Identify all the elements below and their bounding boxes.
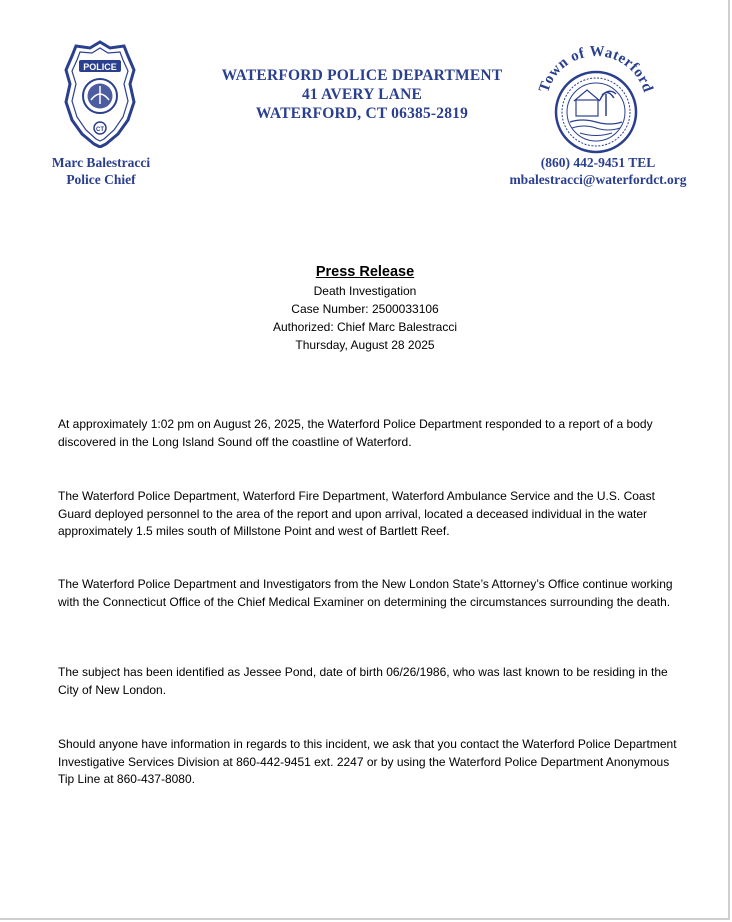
badge-label: POLICE (83, 62, 117, 72)
department-header (190, 66, 534, 123)
chief-block (30, 154, 172, 188)
paragraph-investigation: The Waterford Police Department and Investigators from the New London State’s Attorney’s Office continue working with the Connecticut Office of the Chief Medical Examiner on determining the circumstances surrounding the death. (58, 577, 673, 609)
department-city: WATERFORD, CT 06385-2819 (255, 105, 469, 122)
paragraph-response: The Waterford Police Department, Waterford Fire Department, Waterford Ambulance Service and the U.S. Coast Guard deployed personnel to the area of the report and upon arrival, located a deceased individual in the water approximately 1.5 miles south of Millstone Point and west of Bartlett Reef. (58, 489, 655, 538)
department-street: 41 AVERY LANE (301, 86, 423, 103)
badge-state: CT (96, 127, 104, 133)
release-header (200, 262, 530, 354)
release-subject: Death Investigation (313, 284, 417, 298)
police-badge-icon (62, 40, 138, 148)
paragraph-identification: The subject has been identified as Jessee Pond, date of birth 06/26/1986, who was last known to be residing in the City of New London. (58, 665, 668, 697)
paragraph-contact: Should anyone have information in regards to this incident, we ask that you contact the Waterford Police Department Investigative Services Division at 860-442-9451 ext. 2247 or by using the Waterford Police Department Anonymous Tip Line at 860-437-8080. (58, 737, 677, 786)
chief-name: Marc Balestracci (51, 155, 151, 170)
paragraph-incident: At approximately 1:02 pm on August 26, 2025, the Waterford Police Department responded to a report of a body discovered in the Long Island Sound off the coastline of Waterford. (58, 417, 653, 449)
town-seal-icon (532, 40, 660, 164)
release-title: Press Release (315, 264, 415, 280)
phone-number: (860) 442-9451 TEL (540, 155, 656, 170)
chief-title: Police Chief (66, 172, 136, 187)
contact-block (500, 154, 696, 188)
seal-text: Town of Waterford (536, 43, 656, 95)
release-date: Thursday, August 28 2025 (295, 338, 435, 352)
case-number: Case Number: 2500033106 (291, 302, 439, 316)
department-name: WATERFORD POLICE DEPARTMENT (221, 67, 503, 84)
authorized-by: Authorized: Chief Marc Balestracci (272, 320, 458, 334)
email-address[interactable]: mbalestracci@waterfordct.org (509, 172, 687, 187)
